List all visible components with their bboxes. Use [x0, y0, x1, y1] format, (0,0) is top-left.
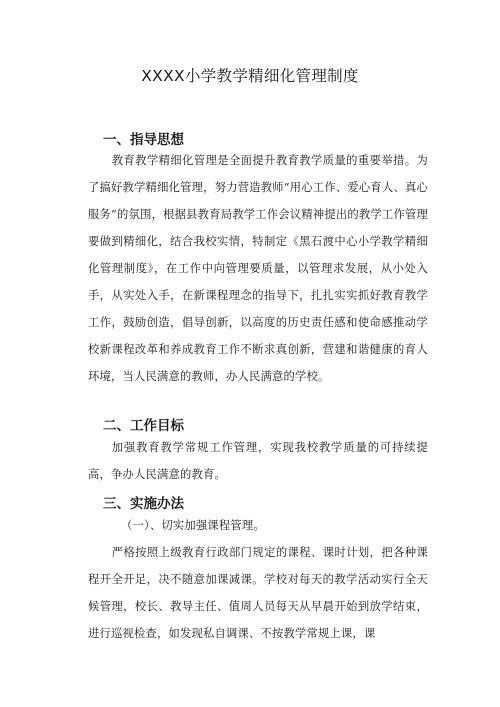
section-paragraph-work-goals: 加强教育教学常规工作管理，实现我校教学质量的可持续提高，争办人民满意的教育。 [88, 441, 428, 481]
section-heading-implementation: 三、实施办法 [103, 496, 184, 512]
section-heading-guiding-ideology: 一、指导思想 [103, 132, 184, 148]
section-paragraph-implementation: 严格按照上级教育行政部门规定的课程、课时计划，把各种课程开全开足，决不随意加课减课。学校对每天的教学活动实行全天候管理，校长、教导主任、值周人员每天从早晨开始到放学结束，进行巡视检查，如发现私自调课、不按教学常规上课，课 [88, 546, 428, 640]
document-title: XXXX小学教学精细化管理制度 [141, 67, 359, 85]
section-paragraph-guiding-ideology: 教育教学精细化管理是全面提升教育教学质量的重要举措。为了搞好教学精细化管理，努力营造教师“用心工作、爱心育人、真心服务”的氛围，根据县教育局教学工作会议精神提出的教学工作管理要做到精细化，结合我校实情，特制定《黑石渡中心小学教学精细化管理制度》，在工作中向管理要质量，以管理求发展，从小处入手，从实处入手，在新课程理念的指导下，扎扎实实抓好教育教学工作，鼓励创造，倡导创新，以高度的历史责任感和使命感推动学校新课程改革和养成教育工作不断求真创新，营建和谐健康的育人环境，当人民满意的教师，办人民满意的学校。 [88, 154, 428, 383]
section-heading-work-goals: 二、工作目标 [103, 418, 184, 434]
subsection-heading-course-management: （一）、切实加强课程管理。 [121, 519, 265, 532]
